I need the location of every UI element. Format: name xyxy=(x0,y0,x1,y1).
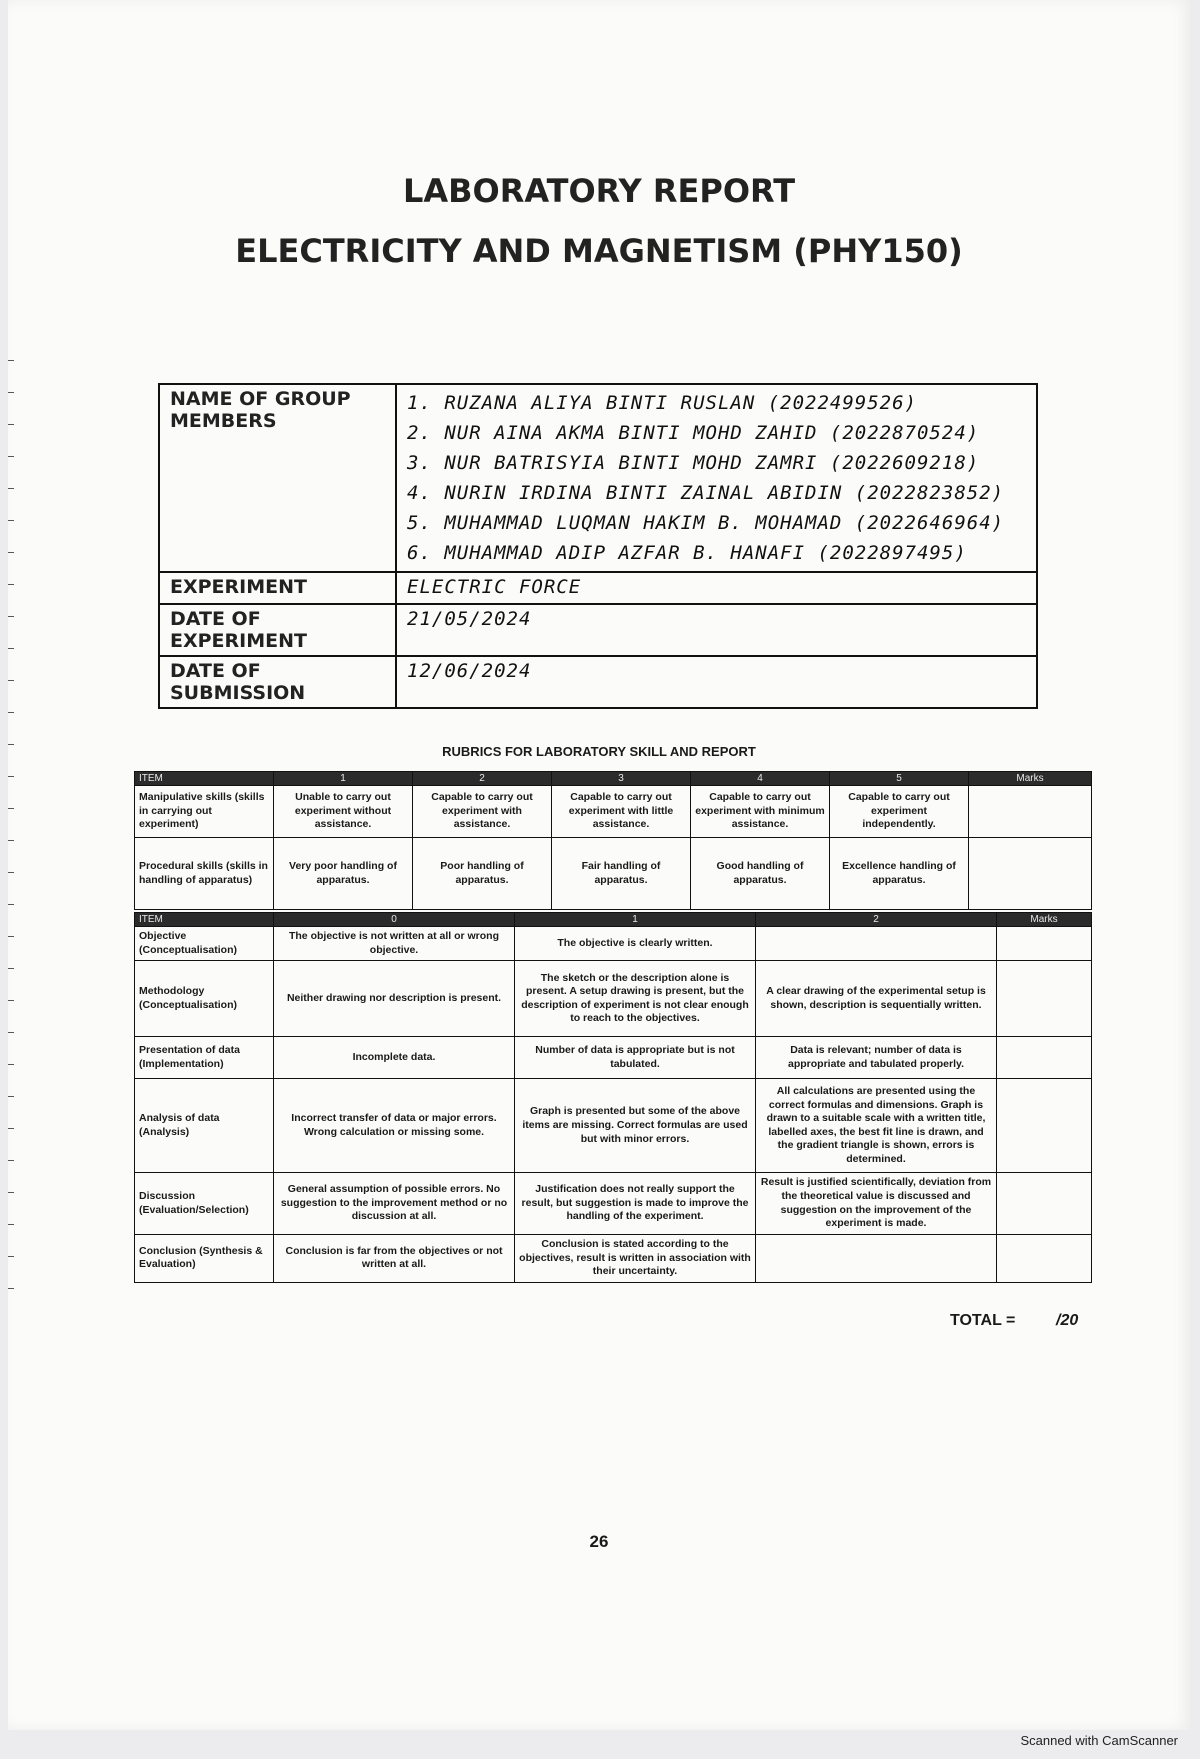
column-header: Marks xyxy=(969,772,1092,786)
column-header: 1 xyxy=(515,913,756,927)
column-header: 1 xyxy=(274,772,413,786)
group-members-label: NAME OF GROUP MEMBERS xyxy=(159,384,396,572)
total-label: TOTAL = xyxy=(950,1312,1016,1329)
column-header: ITEM xyxy=(135,913,274,927)
marks-cell xyxy=(969,838,1092,910)
member-name: 6. MUHAMMAD ADIP AZFAR B. HANAFI (2022897495) xyxy=(407,542,967,564)
column-header: 5 xyxy=(830,772,969,786)
column-header: 2 xyxy=(413,772,552,786)
table-row: Procedural skills (skills in handling of apparatus) Very poor handling of apparatus. Poor handling of apparatus. Fair handling of apparatus. Good handling of apparatus. Excellence handling of apparatus. xyxy=(135,838,1092,910)
scanner-watermark: Scanned with CamScanner xyxy=(1020,1733,1178,1748)
member-name: 2. NUR AINA AKMA BINTI MOHD ZAHID (2022870524) xyxy=(407,422,980,444)
column-header: 3 xyxy=(552,772,691,786)
date-of-experiment-value: 21/05/2024 xyxy=(396,604,1037,656)
marks-cell xyxy=(997,1037,1092,1079)
rubric-title: RUBRICS FOR LABORATORY SKILL AND REPORT xyxy=(442,744,756,759)
table-row: Methodology (Conceptualisation) Neither drawing nor description is present. The sketch or the description alone is present. A setup drawing is present, but the description of experiment is not clear enough to reach to the objectives. A clear drawing of the experimental setup is shown, description is sequentially written. xyxy=(135,961,1092,1037)
group-members-list xyxy=(396,384,1037,572)
experiment-value: ELECTRIC FORCE xyxy=(396,572,1037,604)
date-of-experiment-label: DATE OF EXPERIMENT xyxy=(159,604,396,656)
rubric-table-skills xyxy=(134,771,1092,910)
member-name: 3. NUR BATRISYIA BINTI MOHD ZAMRI (2022609218) xyxy=(407,452,980,474)
experiment-label: EXPERIMENT xyxy=(159,572,396,604)
table-row: Manipulative skills (skills in carrying out experiment) Unable to carry out experiment without assistance. Capable to carry out experiment with assistance. Capable to carry out experiment with little assistance. Capable to carry out experiment with minimum assistance. Capable to carry out experiment independently. xyxy=(135,786,1092,838)
marks-cell xyxy=(997,1234,1092,1282)
course-title: ELECTRICITY AND MAGNETISM (PHY150) xyxy=(235,232,963,270)
member-name: 5. MUHAMMAD LUQMAN HAKIM B. MOHAMAD (2022646964) xyxy=(407,512,1005,534)
member-name: 1. RUZANA ALIYA BINTI RUSLAN (2022499526) xyxy=(407,392,917,414)
binding-edge xyxy=(8,360,16,1320)
document-page xyxy=(8,0,1190,1730)
marks-cell xyxy=(997,961,1092,1037)
page-number: 26 xyxy=(589,1532,609,1551)
table-row: Objective (Conceptualisation) The objective is not written at all or wrong objective. The objective is clearly written. xyxy=(135,927,1092,961)
marks-cell xyxy=(997,927,1092,961)
total-value: /20 xyxy=(1056,1312,1079,1329)
marks-cell xyxy=(997,1173,1092,1235)
marks-cell xyxy=(997,1079,1092,1173)
report-title: LABORATORY REPORT xyxy=(402,172,796,210)
column-header: ITEM xyxy=(135,772,274,786)
column-header: 0 xyxy=(274,913,515,927)
date-of-submission-value: 12/06/2024 xyxy=(396,656,1037,708)
date-of-submission-label: DATE OF SUBMISSION xyxy=(159,656,396,708)
marks-cell xyxy=(969,786,1092,838)
table-row: Analysis of data (Analysis) Incorrect transfer of data or major errors. Wrong calculation or missing some. Graph is presented but some of the above items are missing. Correct formulas are used but with minor errors. All calculations are presented using the correct formulas and dimensions. Graph is drawn to a suitable scale with a written title, labelled axes, the best fit line is drawn, and the gradient triangle is shown, errors is determined. xyxy=(135,1079,1092,1173)
table-row: Conclusion (Synthesis & Evaluation) Conclusion is far from the objectives or not written at all. Conclusion is stated according to the objectives, result is written in association with their uncertainty. xyxy=(135,1234,1092,1282)
column-header: 4 xyxy=(691,772,830,786)
rubric-table-report xyxy=(134,912,1092,1283)
table-row: Presentation of data (Implementation) Incomplete data. Number of data is appropriate but is not tabulated. Data is relevant; number of data is appropriate and tabulated properly. xyxy=(135,1037,1092,1079)
member-name: 4. NURIN IRDINA BINTI ZAINAL ABIDIN (2022823852) xyxy=(407,482,1005,504)
column-header: Marks xyxy=(997,913,1092,927)
column-header: 2 xyxy=(756,913,997,927)
report-info-table xyxy=(158,383,1038,709)
table-row: Discussion (Evaluation/Selection) General assumption of possible errors. No suggestion to the improvement method or no discussion at all. Justification does not really support the result, but suggestion is made to improve the handling of the experiment. Result is justified scientifically, deviation from the theoretical value is discussed and suggestion on the improvement of the experiment is made. xyxy=(135,1173,1092,1235)
